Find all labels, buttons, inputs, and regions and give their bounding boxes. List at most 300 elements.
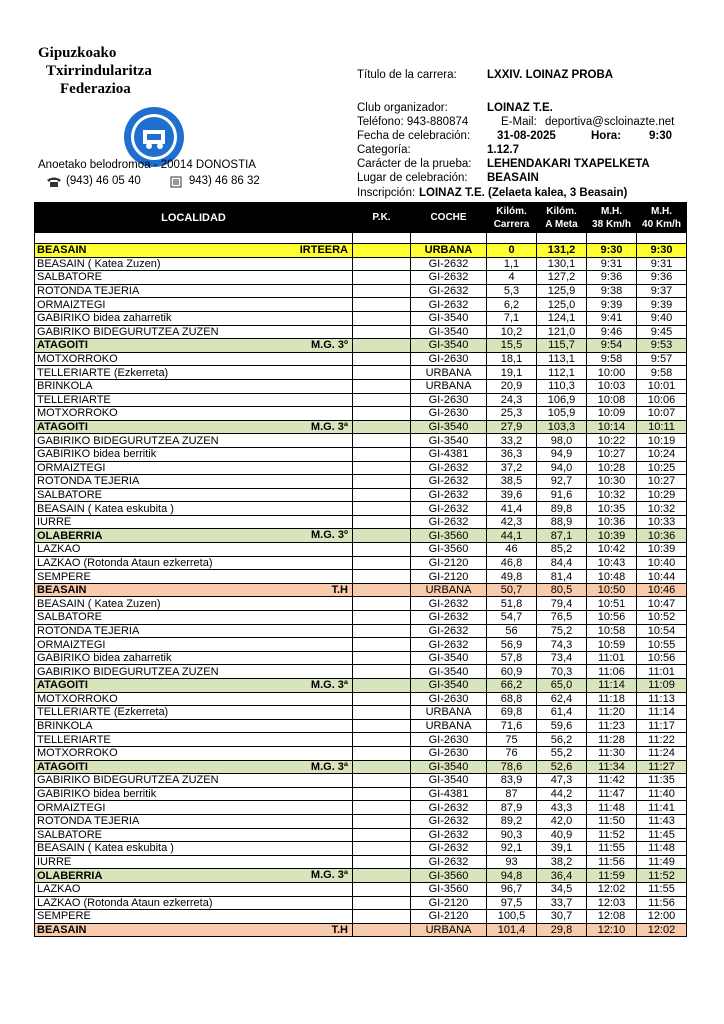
cell-km-carrera: 39,6 (487, 488, 537, 502)
cell-km-carrera: 68,8 (487, 692, 537, 706)
cell-pk (353, 502, 411, 516)
localidad-label: LAZKAO (Rotonda Ataun ezkerreta) (37, 896, 213, 909)
date-label: Fecha de celebración: (357, 130, 471, 142)
cell-coche: GI-3540 (411, 760, 487, 774)
cell-km-meta: 40,9 (537, 828, 587, 842)
cell-coche: GI-3560 (411, 529, 487, 543)
cell-km-carrera: 71,6 (487, 719, 537, 733)
table-row (35, 502, 687, 516)
cell-coche: GI-3540 (411, 325, 487, 339)
cell-coche: GI-2630 (411, 407, 487, 421)
cell-mh40: 11:14 (637, 706, 687, 720)
cell-km-carrera: 101,4 (487, 923, 537, 937)
localidad-label: ATAGOITI (37, 339, 88, 352)
phone-label: Teléfono: 943-880874 (357, 116, 469, 128)
localidad-label: ROTONDA TEJERIA (37, 475, 140, 488)
table-row (35, 420, 687, 434)
cell-coche: GI-2630 (411, 746, 487, 760)
org-line-1: Gipuzkoako (38, 45, 117, 61)
cell-mh40: 9:36 (637, 271, 687, 285)
cell-localidad (35, 801, 353, 815)
localidad-label: SALBATORE (37, 611, 103, 624)
cell-coche: GI-2630 (411, 692, 487, 706)
row-note: T.H (331, 923, 348, 936)
cell-pk (353, 379, 411, 393)
cell-mh38: 9:54 (587, 339, 637, 353)
cell-localidad (35, 597, 353, 611)
header-mh38-line-2: 38 Km/h (592, 218, 631, 230)
cell-coche: GI-2632 (411, 515, 487, 529)
cell-mh38: 11:06 (587, 665, 637, 679)
cell-coche: GI-2632 (411, 284, 487, 298)
cell-km-carrera: 94,8 (487, 869, 537, 883)
cell-pk (353, 706, 411, 720)
cell-mh38: 10:59 (587, 638, 637, 652)
cell-km-carrera: 10,2 (487, 325, 537, 339)
cell-km-meta: 76,5 (537, 611, 587, 625)
cell-coche: GI-3560 (411, 882, 487, 896)
cell-mh40: 9:37 (637, 284, 687, 298)
cell-mh40: 9:53 (637, 339, 687, 353)
cell-mh40: 11:35 (637, 774, 687, 788)
localidad-label: GABIRIKO BIDEGURUTZEA ZUZEN (37, 665, 219, 678)
table-row (35, 611, 687, 625)
cell-mh38: 11:56 (587, 855, 637, 869)
cell-km-carrera: 1,1 (487, 257, 537, 271)
cell-pk (353, 583, 411, 597)
cell-pk (353, 257, 411, 271)
cell-localidad (35, 325, 353, 339)
spacer-cell (411, 233, 487, 244)
federation-contacts (46, 174, 260, 189)
spacer-row (35, 233, 687, 244)
cell-localidad (35, 882, 353, 896)
cell-pk (353, 393, 411, 407)
spacer-cell (35, 233, 353, 244)
cell-localidad (35, 842, 353, 856)
cell-km-carrera: 49,8 (487, 570, 537, 584)
cell-km-carrera: 33,2 (487, 434, 537, 448)
cell-pk (353, 651, 411, 665)
place-value: BEASAIN (487, 172, 539, 184)
table-row (35, 352, 687, 366)
cell-localidad (35, 896, 353, 910)
cell-km-meta: 44,2 (537, 787, 587, 801)
cell-localidad (35, 651, 353, 665)
cell-km-meta: 88,9 (537, 515, 587, 529)
cell-pk (353, 746, 411, 760)
cell-coche: URBANA (411, 244, 487, 258)
cell-coche: GI-2120 (411, 910, 487, 924)
cell-mh38: 9:38 (587, 284, 637, 298)
header-mh40-line-2: 40 Km/h (642, 218, 681, 230)
table-row (35, 828, 687, 842)
localidad-label: BEASAIN ( Katea eskubita ) (37, 502, 174, 515)
cell-localidad (35, 434, 353, 448)
cell-pk (353, 855, 411, 869)
itinerary-table (34, 202, 687, 937)
table-row (35, 488, 687, 502)
cell-pk (353, 420, 411, 434)
cell-km-carrera: 27,9 (487, 420, 537, 434)
cell-coche: GI-2632 (411, 638, 487, 652)
cell-localidad (35, 339, 353, 353)
cell-mh40: 10:44 (637, 570, 687, 584)
localidad-label: GABIRIKO BIDEGURUTZEA ZUZEN (37, 325, 219, 338)
cell-pk (353, 638, 411, 652)
cell-km-carrera: 42,3 (487, 515, 537, 529)
cell-mh40: 9:57 (637, 352, 687, 366)
cell-pk (353, 407, 411, 421)
cell-mh38: 10:09 (587, 407, 637, 421)
table-row (35, 801, 687, 815)
header-km-carrera-line-1: Kilóm. (496, 205, 527, 217)
cell-pk (353, 271, 411, 285)
cell-km-carrera: 0 (487, 244, 537, 258)
localidad-label: TELLERIARTE (37, 393, 111, 406)
cell-km-carrera: 51,8 (487, 597, 537, 611)
localidad-label: SEMPERE (37, 570, 91, 583)
cell-mh38: 10:36 (587, 515, 637, 529)
cell-localidad (35, 475, 353, 489)
cell-km-carrera: 56 (487, 624, 537, 638)
cell-localidad (35, 814, 353, 828)
date-value: 31-08-2025 (497, 130, 556, 142)
cell-localidad (35, 624, 353, 638)
row-note: M.G. 3ª (310, 679, 348, 691)
cell-localidad (35, 271, 353, 285)
cell-coche: GI-3540 (411, 434, 487, 448)
header-km-carrera-line-2: Carrera (493, 218, 530, 230)
cell-pk (353, 597, 411, 611)
cell-pk (353, 733, 411, 747)
cell-coche: GI-3540 (411, 311, 487, 325)
cell-km-carrera: 87 (487, 787, 537, 801)
localidad-label: SEMPERE (37, 910, 91, 923)
cell-coche: GI-3540 (411, 651, 487, 665)
cell-coche: GI-2630 (411, 733, 487, 747)
cell-localidad (35, 488, 353, 502)
cell-coche: URBANA (411, 719, 487, 733)
cell-mh40: 10:55 (637, 638, 687, 652)
cell-mh40: 11:48 (637, 842, 687, 856)
cell-mh38: 10:00 (587, 366, 637, 380)
cell-km-meta: 33,7 (537, 896, 587, 910)
table-row (35, 923, 687, 937)
cell-mh38: 10:14 (587, 420, 637, 434)
cell-localidad (35, 679, 353, 693)
table-row (35, 543, 687, 557)
localidad-label: GABIRIKO BIDEGURUTZEA ZUZEN (37, 434, 219, 447)
cell-pk (353, 692, 411, 706)
cell-mh40: 11:43 (637, 814, 687, 828)
cell-km-meta: 103,3 (537, 420, 587, 434)
localidad-label: ATAGOITI (37, 679, 88, 692)
cell-km-carrera: 89,2 (487, 814, 537, 828)
table-row (35, 583, 687, 597)
cell-km-meta: 29,8 (537, 923, 587, 937)
cell-km-meta: 106,9 (537, 393, 587, 407)
cell-mh40: 10:11 (637, 420, 687, 434)
cell-coche: URBANA (411, 583, 487, 597)
table-row (35, 461, 687, 475)
cell-coche: GI-3540 (411, 420, 487, 434)
federation-address: Anoetako belodromoa - 20014 DONOSTIA (38, 159, 256, 171)
cell-km-carrera: 92,1 (487, 842, 537, 856)
cell-pk (353, 570, 411, 584)
cell-km-carrera: 5,3 (487, 284, 537, 298)
cell-coche: GI-2632 (411, 624, 487, 638)
club-label: Club organizador: (357, 102, 448, 114)
cell-km-carrera: 41,4 (487, 502, 537, 516)
cell-mh40: 10:07 (637, 407, 687, 421)
cell-coche: GI-2632 (411, 828, 487, 842)
header-coche: COCHE (411, 203, 487, 233)
cell-localidad (35, 407, 353, 421)
cell-pk (353, 611, 411, 625)
row-note: T.H (331, 583, 348, 596)
cell-mh38: 9:30 (587, 244, 637, 258)
cell-mh38: 10:27 (587, 447, 637, 461)
cell-pk (353, 325, 411, 339)
table-row (35, 447, 687, 461)
cell-mh40: 9:39 (637, 298, 687, 312)
localidad-label: BRINKOLA (37, 720, 93, 733)
cell-localidad (35, 910, 353, 924)
cell-mh38: 12:08 (587, 910, 637, 924)
cell-mh40: 10:52 (637, 611, 687, 625)
cell-km-carrera: 93 (487, 855, 537, 869)
table-row (35, 407, 687, 421)
header-mh40 (637, 203, 687, 233)
cell-localidad (35, 855, 353, 869)
table-row (35, 244, 687, 258)
cell-mh38: 10:30 (587, 475, 637, 489)
cell-pk (353, 284, 411, 298)
localidad-label: TELLERIARTE (Ezkerreta) (37, 366, 169, 379)
cell-localidad (35, 257, 353, 271)
header-km-meta-line-2: A Meta (545, 218, 578, 230)
table-row (35, 284, 687, 298)
header-mh38-line-1: M.H. (600, 205, 623, 217)
phone-icon (46, 176, 62, 188)
cell-coche: GI-2630 (411, 352, 487, 366)
category-value: 1.12.7 (487, 144, 519, 156)
cell-km-meta: 30,7 (537, 910, 587, 924)
table-row (35, 638, 687, 652)
cell-pk (353, 543, 411, 557)
cell-localidad (35, 665, 353, 679)
cell-pk (353, 475, 411, 489)
table-row (35, 774, 687, 788)
localidad-label: BEASAIN ( Katea Zuzen) (37, 257, 161, 270)
localidad-label: ATAGOITI (37, 421, 88, 434)
cell-pk (353, 665, 411, 679)
cell-pk (353, 882, 411, 896)
cell-mh40: 9:31 (637, 257, 687, 271)
cell-pk (353, 556, 411, 570)
cell-localidad (35, 556, 353, 570)
cell-localidad (35, 543, 353, 557)
cell-coche: GI-4381 (411, 787, 487, 801)
cell-km-carrera: 66,2 (487, 679, 537, 693)
cell-coche: URBANA (411, 923, 487, 937)
cell-mh38: 11:01 (587, 651, 637, 665)
localidad-label: ATAGOITI (37, 760, 88, 773)
table-row (35, 896, 687, 910)
cell-localidad (35, 706, 353, 720)
localidad-label: BRINKOLA (37, 380, 93, 393)
cell-coche: GI-3540 (411, 679, 487, 693)
cell-pk (353, 896, 411, 910)
cell-km-meta: 127,2 (537, 271, 587, 285)
table-row (35, 515, 687, 529)
cell-km-carrera: 56,9 (487, 638, 537, 652)
cell-mh40: 11:56 (637, 896, 687, 910)
cell-mh38: 10:39 (587, 529, 637, 543)
row-note: M.G. 3º (310, 529, 348, 542)
cell-km-meta: 85,2 (537, 543, 587, 557)
title-value: LXXIV. LOINAZ PROBA (487, 69, 614, 81)
cell-km-carrera: 96,7 (487, 882, 537, 896)
cell-mh40: 11:17 (637, 719, 687, 733)
cell-km-carrera: 69,8 (487, 706, 537, 720)
cell-localidad (35, 393, 353, 407)
cell-mh38: 9:41 (587, 311, 637, 325)
cell-mh40: 10:01 (637, 379, 687, 393)
cell-mh38: 10:51 (587, 597, 637, 611)
table-row (35, 556, 687, 570)
cell-km-carrera: 46 (487, 543, 537, 557)
cell-km-carrera: 54,7 (487, 611, 537, 625)
cell-localidad (35, 379, 353, 393)
localidad-label: GABIRIKO BIDEGURUTZEA ZUZEN (37, 774, 219, 787)
header-pk: P.K. (353, 203, 411, 233)
localidad-label: IURRE (37, 516, 72, 529)
table-row (35, 665, 687, 679)
place-label: Lugar de celebración: (357, 172, 468, 184)
cell-mh40: 11:41 (637, 801, 687, 815)
localidad-label: MOTXORROKO (37, 747, 118, 760)
cell-km-carrera: 20,9 (487, 379, 537, 393)
cell-mh38: 11:47 (587, 787, 637, 801)
cell-pk (353, 719, 411, 733)
cell-km-meta: 47,3 (537, 774, 587, 788)
cell-pk (353, 910, 411, 924)
localidad-label: SALBATORE (37, 488, 103, 501)
cell-pk (353, 461, 411, 475)
cell-mh38: 11:14 (587, 679, 637, 693)
cell-mh40: 11:52 (637, 869, 687, 883)
header-mh38 (587, 203, 637, 233)
cell-coche: GI-2632 (411, 461, 487, 475)
table-row (35, 271, 687, 285)
cell-mh40: 12:00 (637, 910, 687, 924)
cell-mh40: 11:49 (637, 855, 687, 869)
cell-pk (353, 801, 411, 815)
cell-km-meta: 70,3 (537, 665, 587, 679)
table-row (35, 692, 687, 706)
localidad-label: OLABERRIA (37, 869, 103, 882)
cell-mh40: 11:13 (637, 692, 687, 706)
phone-number: (943) 46 05 40 (66, 175, 141, 187)
cell-km-carrera: 36,3 (487, 447, 537, 461)
cell-pk (353, 679, 411, 693)
cell-coche: GI-2632 (411, 298, 487, 312)
cell-km-meta: 61,4 (537, 706, 587, 720)
localidad-label: MOTXORROKO (37, 353, 118, 366)
cell-coche: URBANA (411, 706, 487, 720)
cell-km-meta: 43,3 (537, 801, 587, 815)
cell-mh40: 11:45 (637, 828, 687, 842)
email-value[interactable]: deportiva@scloinazte.net (545, 116, 675, 128)
cell-km-meta: 81,4 (537, 570, 587, 584)
table-row (35, 624, 687, 638)
table-row (35, 597, 687, 611)
cell-km-meta: 89,8 (537, 502, 587, 516)
cell-pk (353, 787, 411, 801)
cell-km-carrera: 15,5 (487, 339, 537, 353)
cell-coche: GI-2632 (411, 611, 487, 625)
cell-km-meta: 73,4 (537, 651, 587, 665)
localidad-label: BEASAIN (37, 244, 87, 257)
cell-km-meta: 75,2 (537, 624, 587, 638)
cell-pk (353, 814, 411, 828)
cell-coche: GI-3560 (411, 869, 487, 883)
cell-km-meta: 84,4 (537, 556, 587, 570)
fax-number: 943) 46 86 32 (188, 175, 260, 187)
cell-km-meta: 87,1 (537, 529, 587, 543)
table-row (35, 787, 687, 801)
cell-mh38: 11:48 (587, 801, 637, 815)
cell-localidad (35, 529, 353, 543)
localidad-label: GABIRIKO bidea zaharretik (37, 312, 172, 325)
cell-km-carrera: 38,5 (487, 475, 537, 489)
cell-coche: GI-2632 (411, 842, 487, 856)
cell-km-meta: 112,1 (537, 366, 587, 380)
cell-mh38: 10:50 (587, 583, 637, 597)
row-note: M.G. 3º (310, 339, 348, 352)
cell-coche: GI-2630 (411, 393, 487, 407)
table-row (35, 651, 687, 665)
cell-km-carrera: 18,1 (487, 352, 537, 366)
cell-km-meta: 65,0 (537, 679, 587, 693)
cell-km-carrera: 50,7 (487, 583, 537, 597)
spacer-cell (587, 233, 637, 244)
cell-mh38: 11:50 (587, 814, 637, 828)
table-row (35, 325, 687, 339)
cell-km-meta: 113,1 (537, 352, 587, 366)
localidad-label: TELLERIARTE (37, 733, 111, 746)
localidad-label: BEASAIN (37, 584, 87, 597)
cell-km-meta: 92,7 (537, 475, 587, 489)
localidad-label: ROTONDA TEJERIA (37, 285, 140, 298)
cell-localidad (35, 787, 353, 801)
cell-km-carrera: 19,1 (487, 366, 537, 380)
cell-localidad (35, 352, 353, 366)
cell-km-carrera: 57,8 (487, 651, 537, 665)
cell-localidad (35, 774, 353, 788)
cell-mh40: 12:02 (637, 923, 687, 937)
cell-km-meta: 56,2 (537, 733, 587, 747)
row-note: M.G. 3ª (310, 760, 348, 773)
cell-localidad (35, 611, 353, 625)
cell-km-carrera: 100,5 (487, 910, 537, 924)
cell-km-meta: 36,4 (537, 869, 587, 883)
table-row (35, 570, 687, 584)
org-line-2: Txirrindularitza (46, 63, 152, 79)
cell-pk (353, 923, 411, 937)
